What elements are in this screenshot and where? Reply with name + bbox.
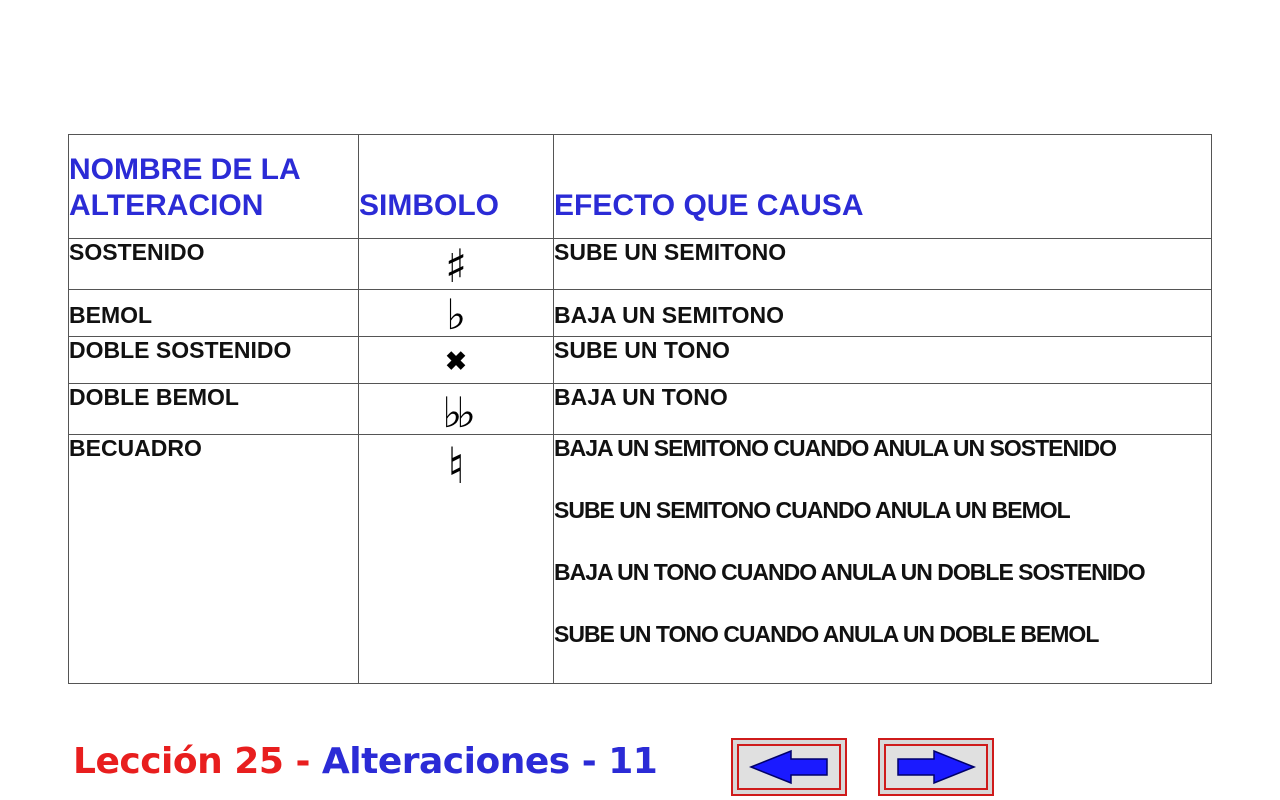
lesson-topic: Alteraciones xyxy=(321,741,570,782)
row-symbol xyxy=(359,337,554,384)
row-name: SOSTENIDO xyxy=(69,239,359,290)
row-effect: SUBE UN TONO xyxy=(554,337,1212,384)
header-symbol: SIMBOLO xyxy=(359,135,554,239)
alteraciones-table xyxy=(68,134,1212,684)
table-row xyxy=(69,435,1212,684)
effect-line: BAJA UN TONO CUANDO ANULA UN DOBLE SOSTENIDO xyxy=(554,559,1145,585)
row-name: DOBLE SOSTENIDO xyxy=(69,337,359,384)
table-row xyxy=(69,384,1212,435)
row-symbol xyxy=(359,435,554,684)
table-row xyxy=(69,239,1212,290)
sharp-icon: ♯ xyxy=(444,239,468,293)
effect-line: SUBE UN SEMITONO CUANDO ANULA UN BEMOL xyxy=(554,497,1070,523)
header-row xyxy=(69,135,1212,239)
next-button[interactable] xyxy=(878,738,994,796)
effect-line: BAJA UN SEMITONO CUANDO ANULA UN SOSTENIDO xyxy=(554,435,1116,461)
row-name: BEMOL xyxy=(69,290,359,337)
header-name: NOMBRE DE LA ALTERACION xyxy=(69,135,359,239)
title-separator: - xyxy=(283,741,322,782)
right-arrow-icon xyxy=(894,749,978,785)
lesson-word: Lección xyxy=(73,741,223,782)
row-symbol xyxy=(359,239,554,293)
natural-icon: ♮ xyxy=(447,436,465,495)
row-effect-list xyxy=(554,435,1212,684)
double-flat-icon: ♭♭ xyxy=(442,388,470,437)
left-arrow-icon xyxy=(747,749,831,785)
table-row xyxy=(69,290,1212,337)
table-row xyxy=(69,337,1212,384)
row-symbol xyxy=(359,290,554,337)
double-sharp-icon: ✖ xyxy=(445,347,467,377)
row-effect: SUBE UN SEMITONO xyxy=(554,239,1212,290)
row-effect: BAJA UN TONO xyxy=(554,384,1212,435)
lesson-number: 25 xyxy=(234,741,284,782)
lesson-title xyxy=(73,741,657,782)
previous-button[interactable] xyxy=(731,738,847,796)
page-number: 11 xyxy=(608,741,658,782)
row-name: DOBLE BEMOL xyxy=(69,384,359,435)
title-separator: - xyxy=(569,741,609,782)
row-symbol xyxy=(359,384,554,435)
row-name: BECUADRO xyxy=(69,435,359,684)
flat-icon: ♭ xyxy=(446,290,466,339)
effect-line: SUBE UN TONO CUANDO ANULA UN DOBLE BEMOL xyxy=(554,621,1099,647)
header-effect: EFECTO QUE CAUSA xyxy=(554,135,1212,239)
row-effect: BAJA UN SEMITONO xyxy=(554,290,1212,337)
